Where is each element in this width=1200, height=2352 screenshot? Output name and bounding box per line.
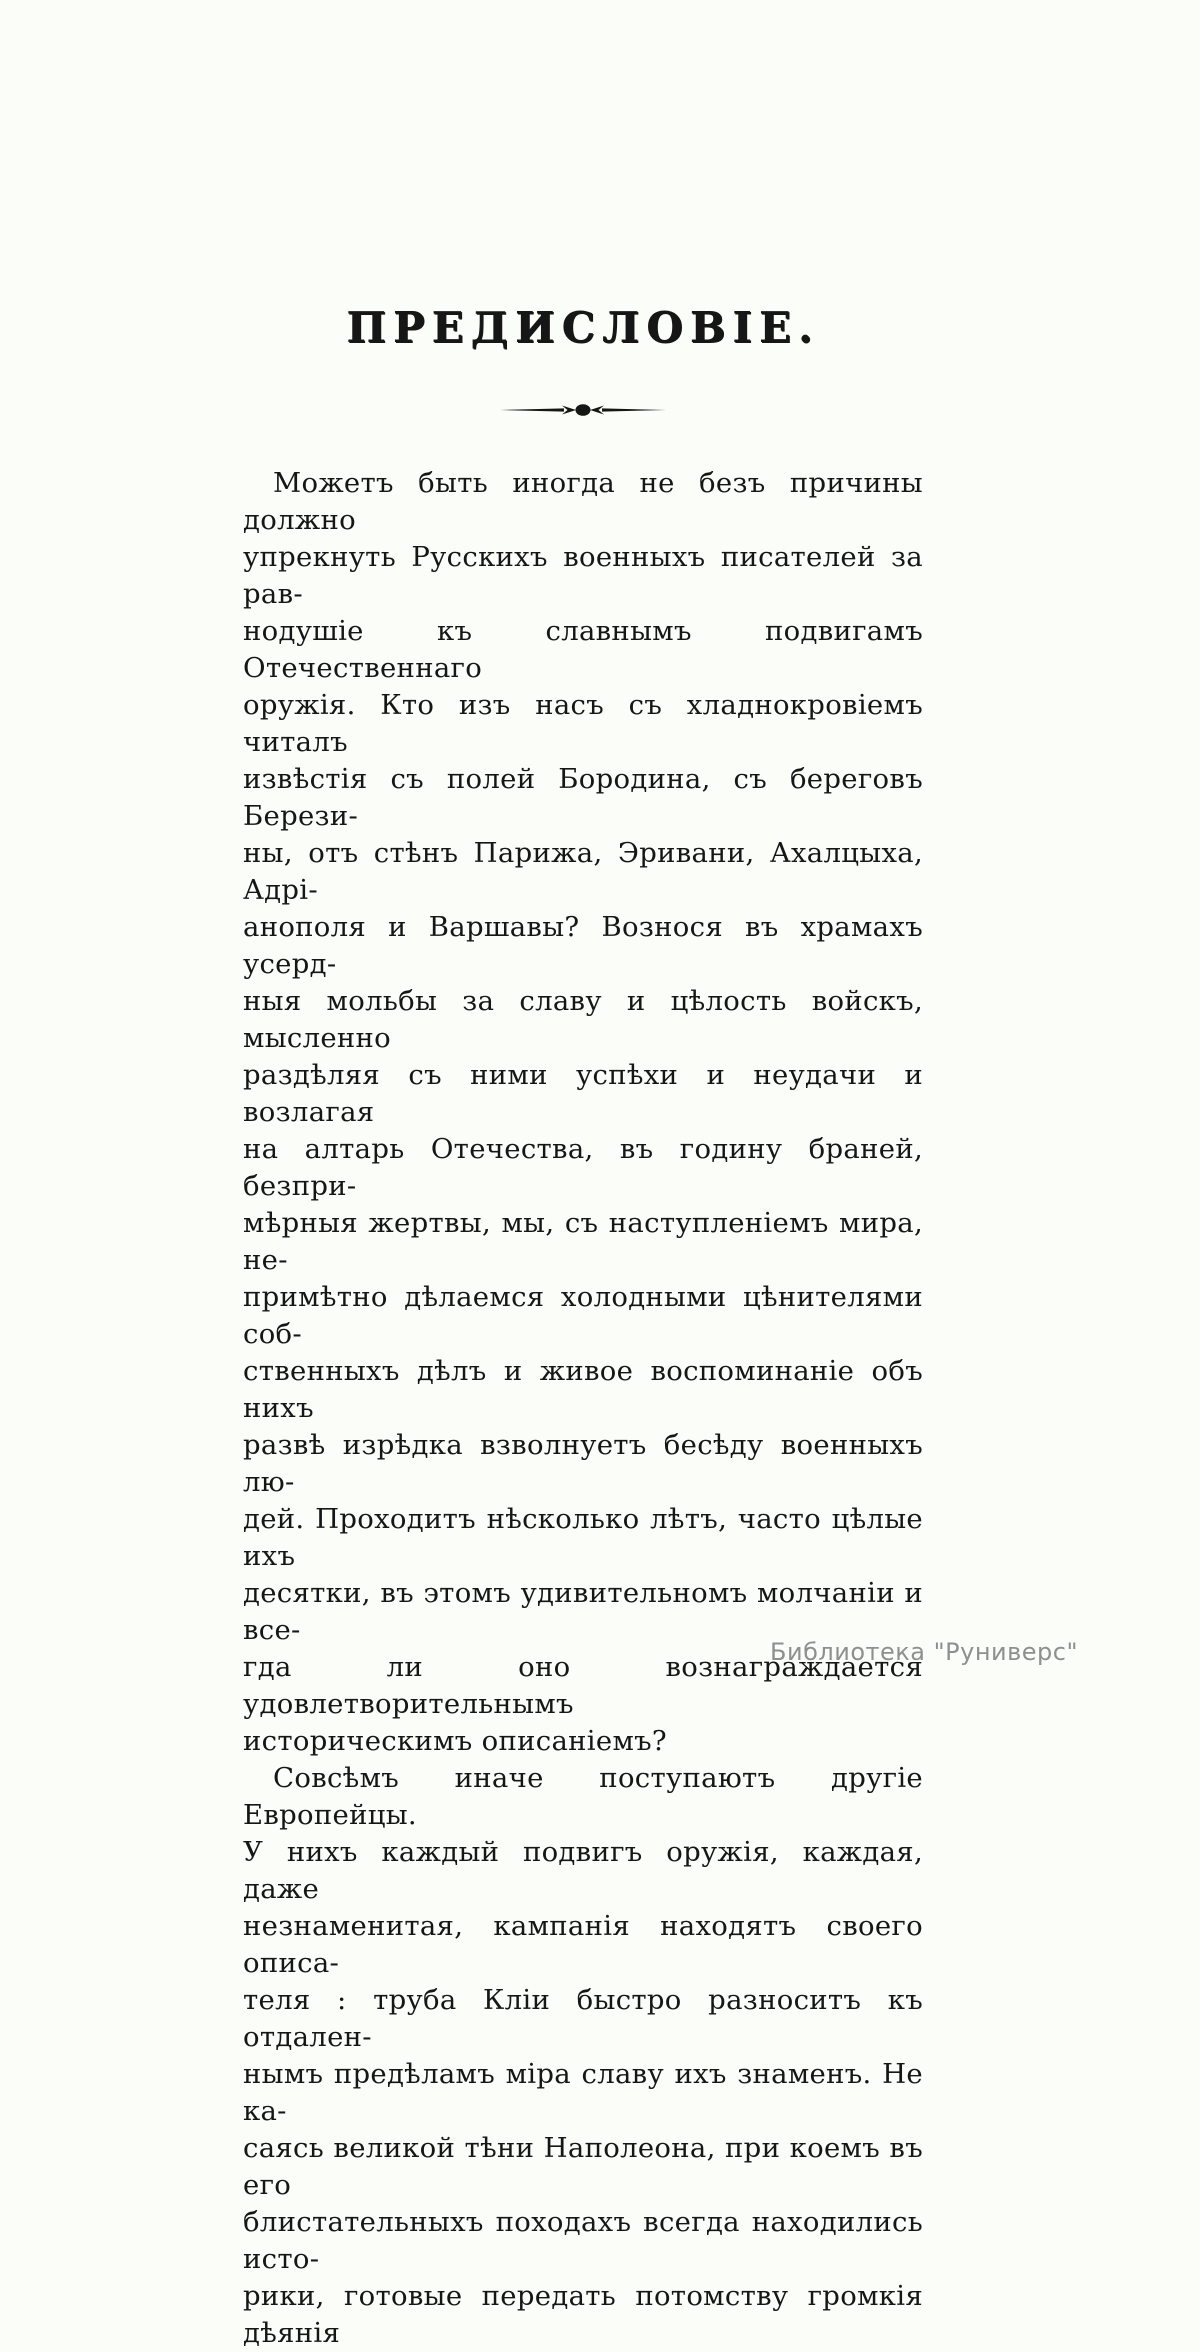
text-line: гда ли оно вознаграждается удовлетворительнымъ bbox=[243, 1651, 923, 1720]
text-line: упрекнуть Русскихъ военныхъ писателей за рав- bbox=[243, 541, 923, 610]
text-line: блистательныхъ походахъ всегда находились исто- bbox=[243, 2206, 923, 2275]
text-line: ственныхъ дѣлъ и живое воспоминаніе объ нихъ bbox=[243, 1355, 923, 1424]
text-line: незнаменитая, кампанія находятъ своего описа- bbox=[243, 1910, 923, 1979]
text-line: дей. Проходитъ нѣсколько лѣтъ, часто цѣлые ихъ bbox=[243, 1503, 923, 1572]
divider-ornament-icon bbox=[498, 401, 668, 419]
text-line: нодушіе къ славнымъ подвигамъ Отечественнаго bbox=[243, 615, 923, 684]
body-text bbox=[243, 465, 923, 2352]
text-line: Можетъ быть иногда не безъ причины должно bbox=[243, 467, 923, 536]
paragraph bbox=[243, 465, 923, 1760]
paragraph bbox=[243, 1760, 923, 2352]
page-text-column bbox=[243, 0, 923, 2352]
section-divider bbox=[243, 401, 923, 419]
text-line: оружія. Кто изъ насъ съ хладнокровіемъ читалъ bbox=[243, 689, 923, 758]
text-line: раздѣляя съ ними успѣхи и неудачи и возлагая bbox=[243, 1059, 923, 1128]
text-line: теля : труба Кліи быстро разноситъ къ отдален- bbox=[243, 1984, 923, 2053]
text-line: мѣрныя жертвы, мы, съ наступленіемъ мира, не- bbox=[243, 1207, 923, 1276]
text-line: У нихъ каждый подвигъ оружія, каждая, даже bbox=[243, 1836, 923, 1905]
text-line: примѣтно дѣлаемся холодными цѣнителями соб- bbox=[243, 1281, 923, 1350]
text-line: на алтарь Отечества, въ годину браней, безпри- bbox=[243, 1133, 923, 1202]
watermark: Библиотека "Руниверс" bbox=[770, 1638, 1078, 1666]
text-line: нымъ предѣламъ міра славу ихъ знаменъ. Не ка- bbox=[243, 2058, 923, 2127]
page-title: ПРЕДИСЛОВІЕ. bbox=[346, 303, 820, 352]
text-line: анополя и Варшавы? Вознося въ храмахъ усерд- bbox=[243, 911, 923, 980]
text-line: ны, отъ стѣнъ Парижа, Эривани, Ахалцыха, Адрі- bbox=[243, 837, 923, 906]
text-line: саясь великой тѣни Наполеона, при коемъ въ его bbox=[243, 2132, 923, 2201]
text-line: историческимъ описаніемъ? bbox=[243, 1725, 667, 1757]
text-line: ныя мольбы за славу и цѣлость войскъ, мысленно bbox=[243, 985, 923, 1054]
text-line: рики, готовые передать потомству громкія дѣянія bbox=[243, 2280, 923, 2349]
text-line: извѣстія съ полей Бородина, съ береговъ Берези- bbox=[243, 763, 923, 832]
text-line: Совсѣмъ иначе поступаютъ другіе Европейцы. bbox=[243, 1762, 923, 1831]
text-line: десятки, въ этомъ удивительномъ молчаніи и все- bbox=[243, 1577, 923, 1646]
text-line: развѣ изрѣдка взволнуетъ бесѣду военныхъ лю- bbox=[243, 1429, 923, 1498]
